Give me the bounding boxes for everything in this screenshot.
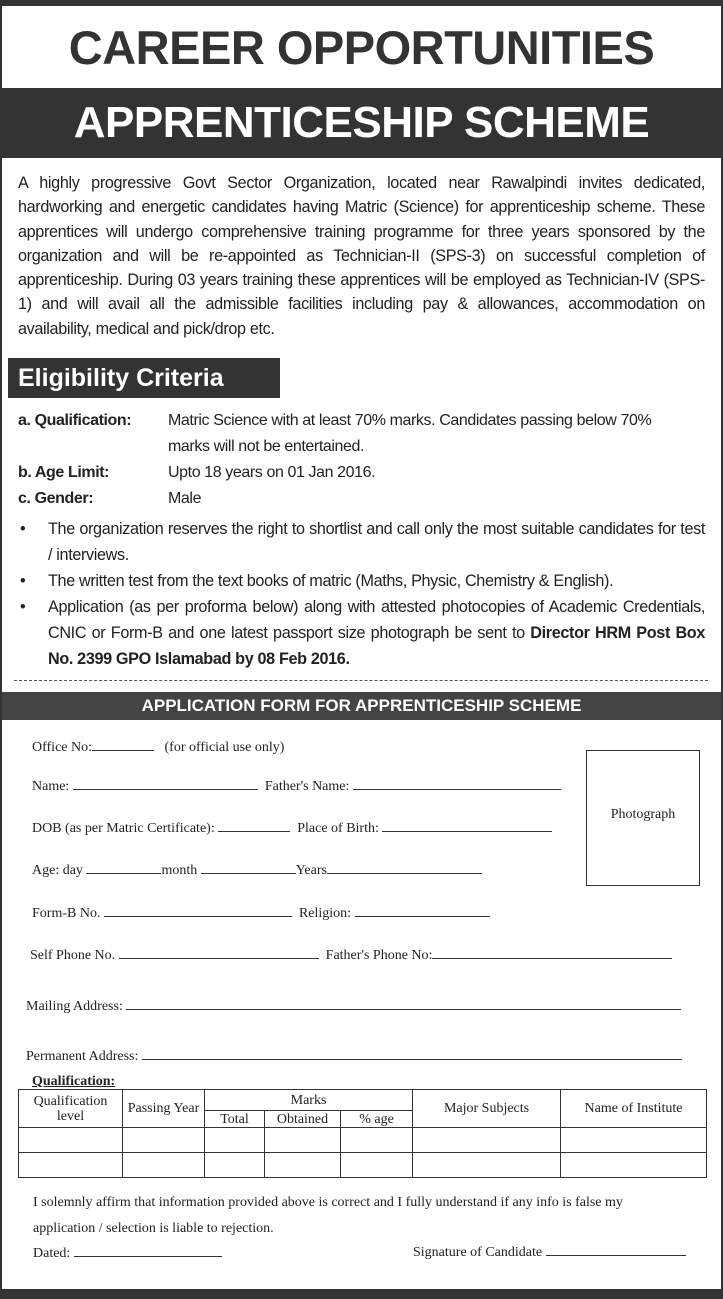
signature-field[interactable]: Signature of Candidate xyxy=(413,1244,686,1262)
criterion-age xyxy=(18,460,705,486)
cut-line xyxy=(14,680,708,681)
th-passing-year: Passing Year xyxy=(123,1090,205,1128)
th-marks: Marks xyxy=(205,1090,413,1111)
headline: CAREER OPPORTUNITIES xyxy=(68,21,655,74)
subheadline: APPRENTICESHIP SCHEME xyxy=(73,98,650,147)
bullet-text: Application (as per proforma below) along with attested photocopies of Academic Credentials, CNIC or Form-B and one latest passport size photograph be sent to xyxy=(48,598,705,642)
age-field[interactable]: Age: day month Years xyxy=(32,862,482,880)
photograph-label: Photograph xyxy=(610,807,676,822)
bullet-item: • The written test from the text books of matric (Maths, Physic, Chemistry & English). xyxy=(18,568,705,594)
criterion-value: Male xyxy=(168,490,202,507)
bottom-bar xyxy=(0,1289,723,1299)
th-qualification-level: Qualification level xyxy=(19,1090,123,1128)
address: Director HRM Post Box No. 2399 GPO Islamabad by 08 Feb 2016. xyxy=(48,624,705,668)
criterion-key: b. Age Limit: xyxy=(18,464,110,481)
permanent-address-field[interactable]: Permanent Address: xyxy=(26,1048,682,1066)
criterion-key: c. Gender: xyxy=(18,490,94,507)
th-major-subjects: Major Subjects xyxy=(413,1090,561,1128)
mailing-address-field[interactable]: Mailing Address: xyxy=(26,998,681,1016)
dated-field[interactable]: Dated: xyxy=(33,1245,222,1263)
bullet-item xyxy=(18,594,705,672)
photograph-box xyxy=(586,750,700,886)
phone-field[interactable]: Self Phone No. Father's Phone No: xyxy=(30,947,672,965)
dob-field[interactable]: DOB (as per Matric Certificate): Place of Birth: xyxy=(32,820,552,838)
table-row[interactable] xyxy=(19,1128,707,1153)
criterion-value: Matric Science with at least 70% marks. Candidates passing below 70% xyxy=(168,412,652,429)
th-percentage: % age xyxy=(341,1111,413,1128)
criterion-value: Upto 18 years on 01 Jan 2016. xyxy=(168,464,376,481)
intro-paragraph: A highly progressive Govt Sector Organization, located near Rawalpindi invites dedicated, hardworking and energetic candidates having Matric (Science) for apprenticeship scheme. These apprentices will undergo comprehensive training programme for three years sponsored by the organization and will be re-appointed as Technician-II (SPS-3) on successful completion of apprenticeship. During 03 years training these apprentices will be employed as Technician-IV (SPS-1) and will avail all the admissible facilities including pay & allowances, accommodation on availability, medical and pick/drop etc. xyxy=(18,174,705,338)
form-title: APPLICATION FORM FOR APPRENTICESHIP SCHEME xyxy=(2,692,721,720)
criterion-value-cont: marks will not be entertained. xyxy=(168,438,365,455)
formb-field[interactable]: Form-B No. Religion: xyxy=(32,905,490,923)
th-total: Total xyxy=(205,1111,265,1128)
bullet-item: • The organization reserves the right to shortlist and call only the most suitable candidates for test / interviews. xyxy=(18,516,705,568)
th-obtained: Obtained xyxy=(265,1111,341,1128)
declaration-line-1: I solemnly affirm that information provided above is correct and I fully understand if any info is false my xyxy=(33,1195,623,1210)
criterion-gender xyxy=(18,486,705,512)
office-no-field[interactable]: Office No: (for official use only) xyxy=(32,740,285,755)
qualification-label: Qualification: xyxy=(32,1074,116,1089)
criterion-qualification xyxy=(18,408,705,460)
eligibility-heading: Eligibility Criteria xyxy=(8,358,280,398)
criterion-key: a. Qualification: xyxy=(18,412,132,429)
declaration-line-2: application / selection is liable to rejection. xyxy=(33,1221,274,1236)
qualification-table xyxy=(18,1089,707,1178)
table-row[interactable] xyxy=(19,1153,707,1178)
th-institute: Name of Institute xyxy=(561,1090,707,1128)
name-field[interactable]: Name: Father's Name: xyxy=(32,778,561,796)
